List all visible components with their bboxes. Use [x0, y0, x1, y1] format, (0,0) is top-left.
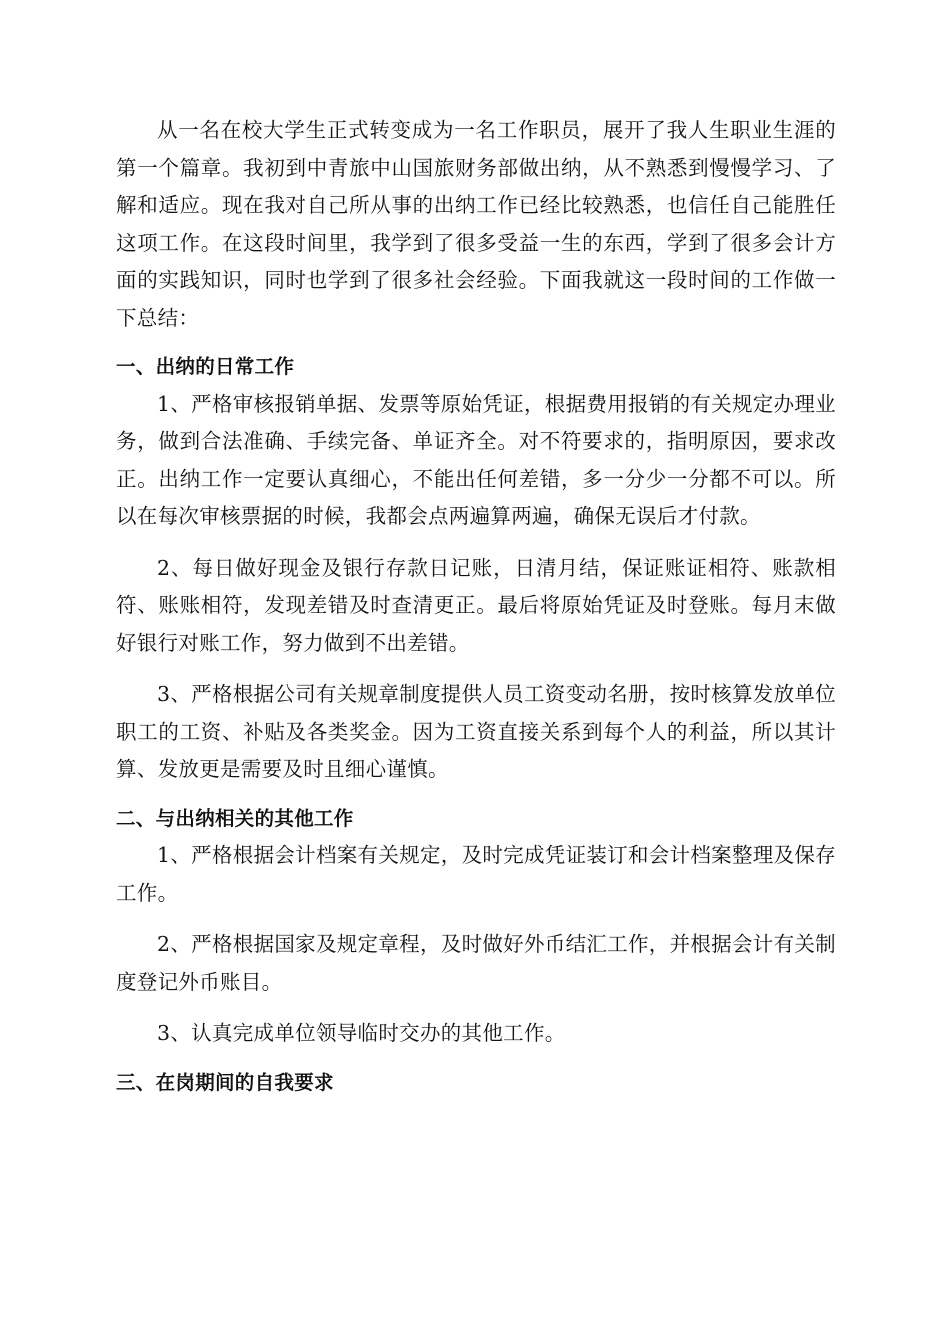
- section2-item-3: 3、认真完成单位领导临时交办的其他工作。: [157, 1021, 566, 1045]
- section2-item-2: 2、严格根据国家及规定章程，及时做好外币结汇工作，并根据会计有关制度登记外币账目。: [116, 932, 836, 994]
- section-heading-self-requirements: 三、在岗期间的自我要求: [116, 1070, 334, 1094]
- section-heading-other-work: 二、与出纳相关的其他工作: [116, 806, 354, 830]
- intro-paragraph: 从一名在校大学生正式转变成为一名工作职员，展开了我人生职业生涯的第一个篇章。我初到中青旅中山国旅财务部做出纳，从不熟悉到慢慢学习、了解和适应。现在我对自己所从事的出纳工作已经比较熟悉，也信任自己能胜任这项工作。在这段时间里，我学到了很多受益一生的东西，学到了很多会计方面的实践知识，同时也学到了很多社会经验。下面我就这一段时间的工作做一下总结：: [116, 118, 836, 330]
- document-body: [116, 112, 836, 1101]
- section1-item-1: 1、严格审核报销单据、发票等原始凭证，根据费用报销的有关规定办理业务，做到合法准确、手续完备、单证齐全。对不符要求的，指明原因，要求改正。出纳工作一定要认真细心，不能出任何差错，多一分少一分都不可以。所以在每次审核票据的时候，我都会点两遍算两遍，确保无误后才付款。: [116, 391, 836, 528]
- section2-item-1: 1、严格根据会计档案有关规定，及时完成凭证装订和会计档案整理及保存工作。: [116, 843, 836, 905]
- section1-item-3: 3、严格根据公司有关规章制度提供人员工资变动名册，按时核算发放单位职工的工资、补贴及各类奖金。因为工资直接关系到每个人的利益，所以其计算、发放更是需要及时且细心谨慎。: [116, 682, 836, 781]
- section-heading-daily-work: 一、出纳的日常工作: [116, 355, 295, 378]
- section1-item-2: 2、每日做好现金及银行存款日记账，日清月结，保证账证相符、账款相符、账账相符，发现差错及时查清更正。最后将原始凭证及时登账。每月末做好银行对账工作，努力做到不出差错。: [116, 555, 836, 655]
